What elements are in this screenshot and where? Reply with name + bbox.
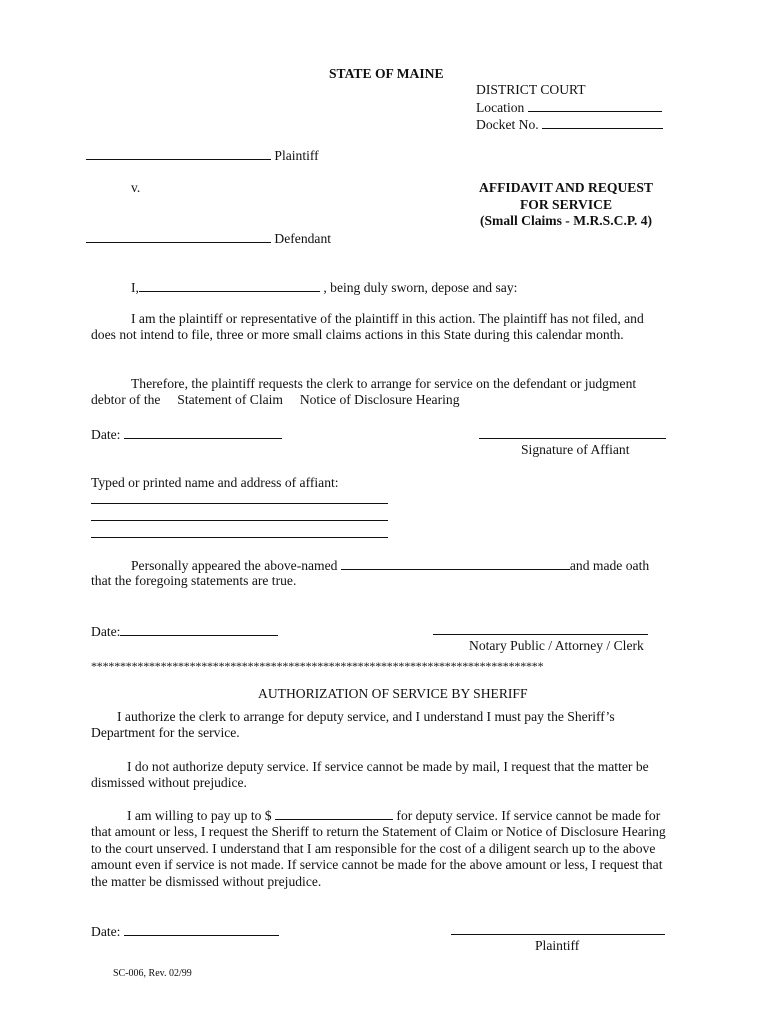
- affidavit-title-line3: (Small Claims - M.R.S.C.P. 4): [479, 213, 653, 228]
- location-field[interactable]: [476, 99, 662, 116]
- form-id: SC-006, Rev. 02/99: [113, 968, 192, 979]
- versus-text: v.: [131, 180, 141, 195]
- pay-limit-prefix: I am willing to pay up to $: [127, 808, 272, 823]
- paragraph-2-text: Therefore, the plaintiff requests the clerk to arrange for service on the defendant or judgment debtor of the: [91, 376, 637, 408]
- appeared-name-blank[interactable]: [341, 557, 570, 570]
- location-label: Location: [476, 100, 525, 115]
- oath-prefix: I,: [131, 280, 139, 295]
- disclosure-hearing-label: Notice of Disclosure Hearing: [299, 392, 460, 408]
- pay-amount-blank[interactable]: [275, 807, 393, 820]
- affidavit-title-line2: FOR SERVICE: [519, 197, 613, 212]
- court-name: DISTRICT COURT: [476, 82, 586, 97]
- docket-blank[interactable]: [542, 116, 663, 129]
- paragraph-2: [91, 376, 651, 409]
- defendant-field[interactable]: [86, 230, 331, 247]
- no-deputy-text: I do not authorize deputy service. If service cannot be made by mail, I request that the matter be dismissed without prejudice.: [91, 759, 649, 791]
- affiant-signature-line[interactable]: [479, 438, 666, 439]
- oath-suffix: , being duly sworn, depose and say:: [323, 280, 518, 295]
- plaintiff-field[interactable]: [86, 147, 319, 164]
- date-field-3[interactable]: [91, 923, 279, 940]
- docket-field[interactable]: [476, 116, 663, 133]
- affiant-address-label: Typed or printed name and address of affiant:: [91, 475, 339, 490]
- notary-line-2: that the foregoing statements are true.: [91, 573, 297, 588]
- affiant-name-blank[interactable]: [139, 279, 320, 292]
- date-field-2[interactable]: [91, 623, 278, 640]
- authorization-option-1: [91, 709, 651, 742]
- notary-prefix: Personally appeared the above-named: [131, 558, 338, 573]
- notary-signature-line[interactable]: [433, 634, 648, 635]
- oath-line[interactable]: [131, 279, 517, 296]
- affiant-address-line-2[interactable]: [91, 520, 388, 521]
- defendant-blank[interactable]: [86, 230, 271, 243]
- authorization-option-2: [91, 759, 667, 792]
- plaintiff-label: Plaintiff: [274, 148, 319, 163]
- affiant-address-line-3[interactable]: [91, 537, 388, 538]
- authorize-deputy-text: I authorize the clerk to arrange for deputy service, and I understand I must pay the Sheriff’s Department for the service.: [91, 709, 615, 741]
- plaintiff-blank[interactable]: [86, 147, 271, 160]
- notary-signer-label: Notary Public / Attorney / Clerk: [469, 638, 644, 653]
- date-field-1[interactable]: [91, 426, 282, 443]
- affidavit-title-line1: AFFIDAVIT AND REQUEST: [479, 180, 653, 195]
- date-blank-2[interactable]: [120, 623, 278, 636]
- date-blank-1[interactable]: [124, 426, 282, 439]
- affiant-address-line-1[interactable]: [91, 503, 388, 504]
- notary-suffix: and made oath: [569, 558, 650, 573]
- authorization-title: AUTHORIZATION OF SERVICE BY SHERIFF: [258, 686, 528, 701]
- plaintiff-signer-label: Plaintiff: [535, 938, 580, 953]
- state-title: STATE OF MAINE: [329, 66, 444, 81]
- date-label-2: Date:: [91, 624, 121, 639]
- statement-of-claim-label: Statement of Claim: [177, 392, 283, 408]
- date-label-1: Date:: [91, 427, 121, 442]
- pay-limit-text: for deputy service. If service cannot be made for that amount or less, I request the Sheriff to return the Statement of Claim or Notice of Disclosure Hearing to the court unserved. I understand that I am responsible for the cost of a diligent search up to the above amount even if service is not made. If service cannot be made for the above amount or less, I request that the matter be dismissed without prejudice.: [91, 808, 666, 889]
- paragraph-1: I am the plaintiff or representative of the plaintiff in this action. The plaintiff has not filed, and does not intend to file, three or more small claims actions in this State during this calendar month.: [91, 311, 644, 343]
- notary-line[interactable]: [131, 557, 649, 574]
- defendant-label: Defendant: [274, 231, 332, 246]
- date-label-3: Date:: [91, 924, 121, 939]
- location-blank[interactable]: [528, 99, 662, 112]
- signature-of-affiant-label: Signature of Affiant: [521, 442, 630, 457]
- docket-label: Docket No.: [476, 117, 539, 132]
- plaintiff-signature-line[interactable]: [451, 934, 665, 935]
- authorization-option-3: [91, 807, 671, 890]
- date-blank-3[interactable]: [124, 923, 279, 936]
- section-separator: ******************************************************************************: [91, 659, 544, 673]
